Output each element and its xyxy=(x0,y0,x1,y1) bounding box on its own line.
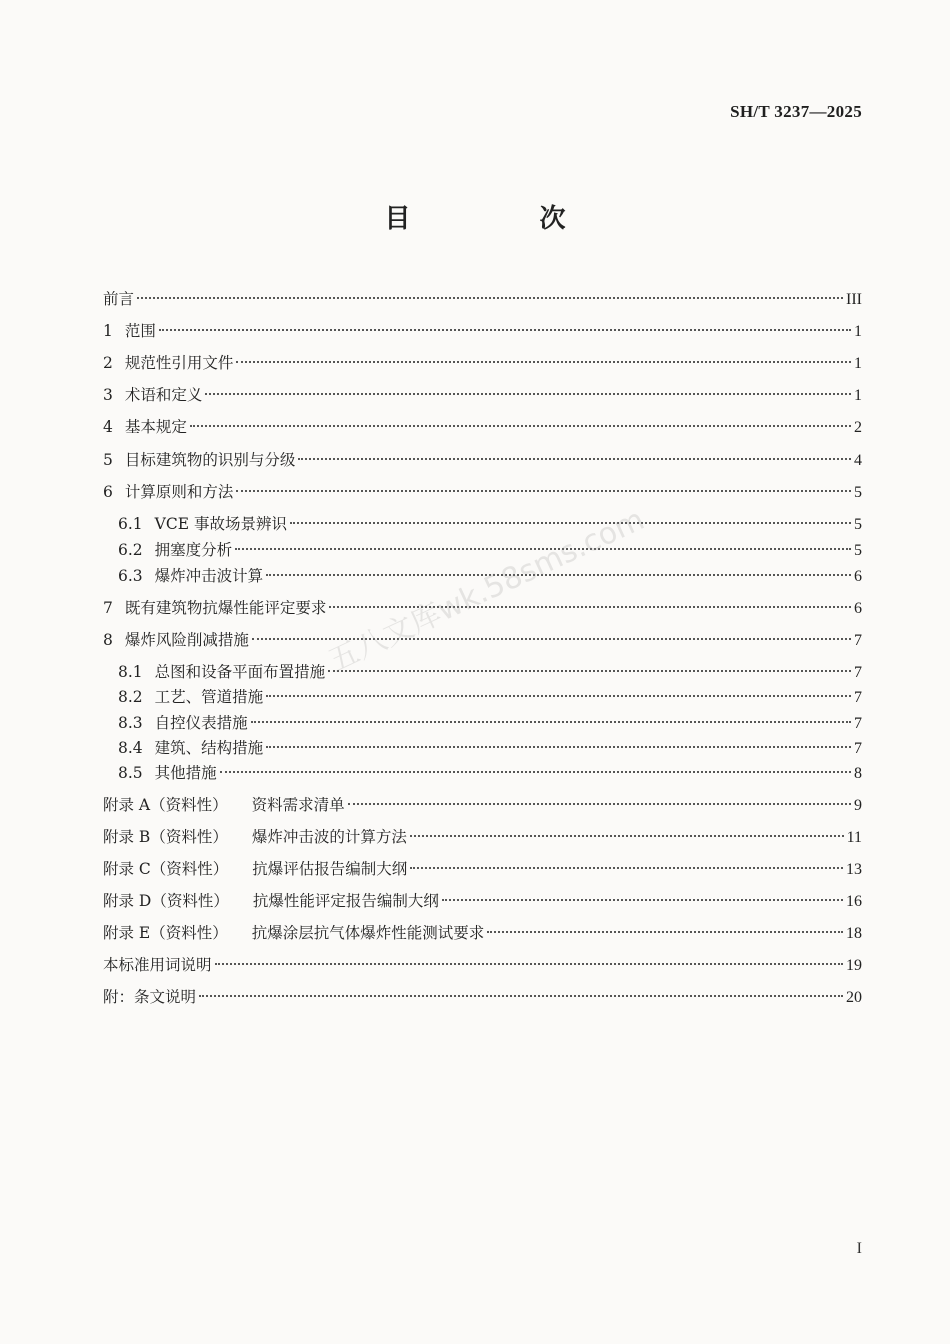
toc-entry-number: 4 xyxy=(103,418,113,436)
toc-entry-number: 附录 E（资料性） xyxy=(103,924,228,942)
toc-entry-number: 6.2 xyxy=(118,541,143,559)
toc-entry-number: 5 xyxy=(103,451,113,469)
toc-entry[interactable] xyxy=(103,857,862,881)
toc-entry-page: 6 xyxy=(854,568,862,585)
toc-entry-page: 5 xyxy=(854,542,862,559)
toc-entry-label: 术语和定义 xyxy=(124,386,203,404)
toc-entry-page: 7 xyxy=(854,689,862,706)
toc-entry-number: 附录 C（资料性） xyxy=(103,860,229,878)
toc-entry-page: 1 xyxy=(854,387,862,404)
toc-entry-number: 3 xyxy=(103,386,113,404)
toc-entry-page: 19 xyxy=(846,957,862,974)
dot-leader xyxy=(190,425,851,427)
toc-entry-label: 爆炸冲击波的计算方法 xyxy=(251,828,407,846)
toc-entry[interactable] xyxy=(103,953,862,977)
toc-entry-number: 8.1 xyxy=(118,663,143,681)
dot-leader xyxy=(199,995,843,997)
toc-entry-page: 16 xyxy=(846,893,862,910)
toc-entry-page: 7 xyxy=(854,740,862,757)
toc-entry[interactable] xyxy=(118,512,862,536)
toc-entry-number: 附录 A（资料性） xyxy=(103,796,228,814)
toc-entry-number: 6.3 xyxy=(118,567,143,585)
dot-leader xyxy=(410,835,844,837)
watermark: 五八文库wk.58sms.com xyxy=(323,501,650,679)
toc-entry-label: 规范性引用文件 xyxy=(124,354,234,372)
toc-entry-label: 范围 xyxy=(124,322,156,340)
dot-leader xyxy=(220,771,851,773)
toc-entry[interactable] xyxy=(103,480,862,504)
toc-entry-label: 抗爆涂层抗气体爆炸性能测试要求 xyxy=(251,924,485,942)
toc-entry-label: 计算原则和方法 xyxy=(124,483,234,501)
toc-entry-label: 工艺、管道措施 xyxy=(154,688,264,706)
dot-leader xyxy=(215,963,843,965)
toc-entry-number: 8.4 xyxy=(118,739,143,757)
toc-entry-label: 既有建筑物抗爆性能评定要求 xyxy=(124,599,327,617)
toc-entry-number: 7 xyxy=(103,599,113,617)
toc-entry[interactable] xyxy=(118,538,862,562)
toc-entry-page: 1 xyxy=(854,355,862,372)
toc-entry-label: 前言 xyxy=(103,290,135,308)
dot-leader xyxy=(410,867,843,869)
toc-entry[interactable] xyxy=(103,383,862,407)
toc-entry[interactable] xyxy=(118,711,862,735)
toc-entry-page: 2 xyxy=(854,419,862,436)
toc-entry-number: 附录 B（资料性） xyxy=(103,828,228,846)
toc-entry-page: 1 xyxy=(854,323,862,340)
toc-entry-page: 13 xyxy=(846,861,862,878)
toc-entry[interactable] xyxy=(118,685,862,709)
toc-entry[interactable] xyxy=(103,921,862,945)
toc-entry-number: 1 xyxy=(103,322,113,340)
toc-entry-label: 爆炸冲击波计算 xyxy=(154,567,264,585)
toc-entry[interactable] xyxy=(118,660,862,684)
toc-entry-label: 目标建筑物的识别与分级 xyxy=(124,451,296,469)
toc-entry-number: 8.3 xyxy=(118,714,143,732)
toc-entry-page: 5 xyxy=(854,484,862,501)
dot-leader xyxy=(266,695,851,697)
dot-leader xyxy=(159,329,851,331)
toc-entry-label: 建筑、结构措施 xyxy=(154,739,264,757)
toc-entry-label: 爆炸风险削减措施 xyxy=(124,631,249,649)
toc-entry-label: 其他措施 xyxy=(154,764,217,782)
toc-entry[interactable] xyxy=(103,351,862,375)
toc-entry-label: 基本规定 xyxy=(124,418,187,436)
toc-entry-number: 2 xyxy=(103,354,113,372)
toc-entry-label: 本标准用词说明 xyxy=(103,956,212,974)
toc-entry[interactable] xyxy=(103,287,862,311)
toc-entry-page: 7 xyxy=(854,664,862,681)
dot-leader xyxy=(236,361,851,363)
dot-leader xyxy=(328,670,851,672)
toc-entry-label: 抗爆评估报告编制大纲 xyxy=(252,860,408,878)
toc-entry-page: 8 xyxy=(854,765,862,782)
toc-entry[interactable] xyxy=(103,448,862,472)
toc-entry-page: 9 xyxy=(854,797,862,814)
toc-entry[interactable] xyxy=(103,628,862,652)
toc-entry-page: 6 xyxy=(854,600,862,617)
toc-entry[interactable] xyxy=(103,889,862,913)
toc-entry[interactable] xyxy=(103,319,862,343)
toc-entry-label: 拥塞度分析 xyxy=(154,541,233,559)
standard-code: SH/T 3237—2025 xyxy=(730,102,862,121)
toc-entry[interactable] xyxy=(103,825,862,849)
dot-leader xyxy=(236,490,851,492)
toc-entry-number: 6.1 xyxy=(118,515,143,533)
toc-entry-page: 7 xyxy=(854,715,862,732)
toc-entry-number: 6 xyxy=(103,483,113,501)
toc-entry-label: VCE 事故场景辨识 xyxy=(154,515,287,533)
dot-leader xyxy=(266,746,851,748)
footer-page-number: I xyxy=(856,1240,862,1257)
toc-entry-label: 自控仪表措施 xyxy=(154,714,248,732)
dot-leader xyxy=(137,297,843,299)
toc-entry-label: 资料需求清单 xyxy=(251,796,345,814)
dot-leader xyxy=(442,899,843,901)
toc-entry-page: III xyxy=(846,291,862,308)
dot-leader xyxy=(251,721,851,723)
toc-entry-page: 11 xyxy=(846,829,862,846)
page-title: 目 次 xyxy=(384,204,626,234)
dot-leader xyxy=(205,393,851,395)
dot-leader xyxy=(298,458,851,460)
toc-entry-page: 18 xyxy=(846,925,862,942)
toc-entry[interactable] xyxy=(118,736,862,760)
toc-entry-page: 7 xyxy=(854,632,862,649)
toc-entry[interactable] xyxy=(103,793,862,817)
toc-entry-number: 8 xyxy=(103,631,113,649)
dot-leader xyxy=(487,931,843,933)
toc-entry-number: 8.2 xyxy=(118,688,143,706)
toc-entry[interactable] xyxy=(103,985,862,1009)
toc-entry-label: 抗爆性能评定报告编制大纲 xyxy=(252,892,439,910)
dot-leader xyxy=(348,803,851,805)
toc-entry-page: 4 xyxy=(854,452,862,469)
toc-entry-number: 附录 D（资料性） xyxy=(103,892,229,910)
toc-entry-number: 8.5 xyxy=(118,764,143,782)
toc-entry-label: 总图和设备平面布置措施 xyxy=(154,663,326,681)
toc-entry-label: 附：条文说明 xyxy=(103,988,197,1006)
toc-entry-page: 20 xyxy=(846,989,862,1006)
toc-entry-page: 5 xyxy=(854,516,862,533)
toc-entry[interactable] xyxy=(103,415,862,439)
toc-entry[interactable] xyxy=(118,761,862,785)
